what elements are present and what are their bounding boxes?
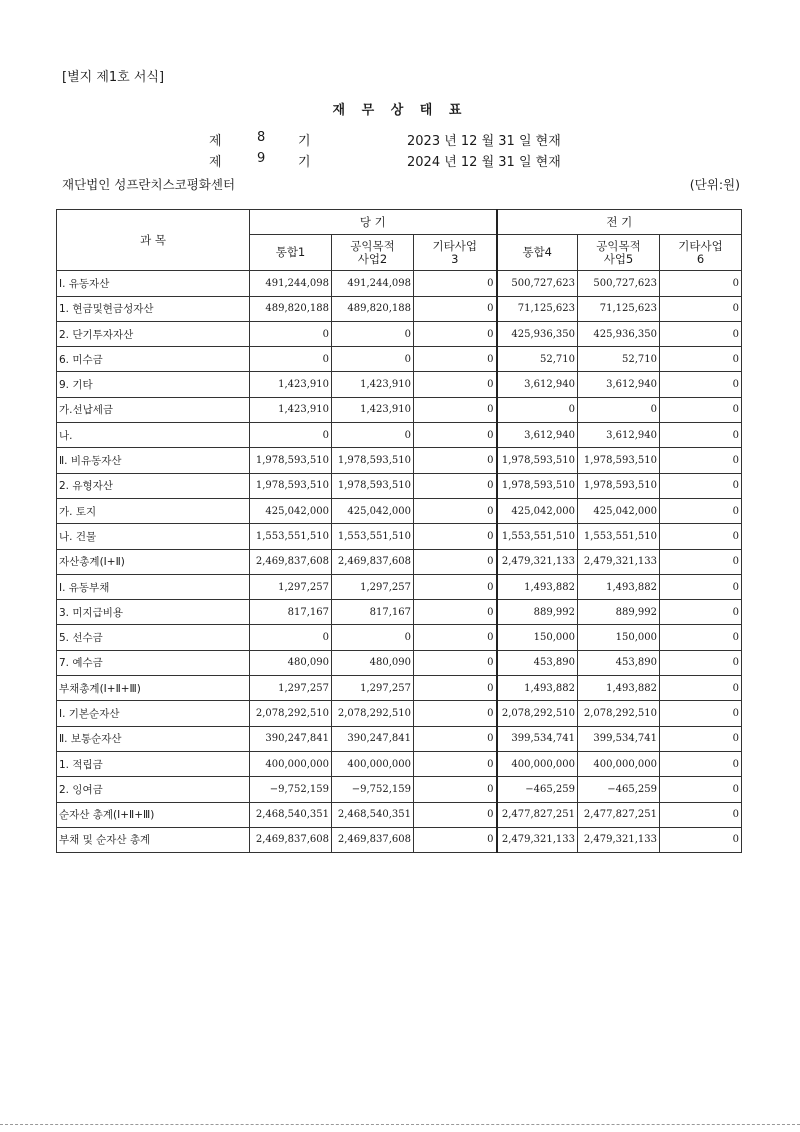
amount-cell: 0 bbox=[332, 347, 414, 372]
amount-cell: 0 bbox=[660, 625, 742, 650]
amount-cell: 0 bbox=[660, 397, 742, 422]
amount-cell: 1,978,593,510 bbox=[497, 473, 578, 498]
table-row bbox=[57, 423, 742, 448]
amount-cell: 1,423,910 bbox=[332, 372, 414, 397]
amount-cell: 0 bbox=[250, 347, 332, 372]
balance-sheet-table bbox=[56, 209, 742, 853]
amount-cell: 52,710 bbox=[497, 347, 578, 372]
table-row bbox=[57, 347, 742, 372]
amount-cell: 1,297,257 bbox=[332, 676, 414, 701]
amount-cell: 0 bbox=[414, 802, 497, 827]
amount-cell: 0 bbox=[660, 650, 742, 675]
amount-cell: 0 bbox=[414, 448, 497, 473]
account-name-cell: 가. 토지 bbox=[57, 498, 250, 523]
table-row bbox=[57, 751, 742, 776]
previous-period-header: 전 기 bbox=[497, 210, 742, 235]
table-row bbox=[57, 448, 742, 473]
amount-cell: 0 bbox=[414, 726, 497, 751]
account-name-cell: 나. 건물 bbox=[57, 524, 250, 549]
form-label: [별지 제1호 서식] bbox=[62, 70, 165, 85]
amount-cell: 1,978,593,510 bbox=[332, 473, 414, 498]
account-name-cell: 6. 미수금 bbox=[57, 347, 250, 372]
amount-cell: 889,992 bbox=[578, 600, 660, 625]
amount-cell: 817,167 bbox=[332, 600, 414, 625]
amount-cell: 0 bbox=[414, 498, 497, 523]
amount-cell: 0 bbox=[660, 372, 742, 397]
amount-cell: 2,468,540,351 bbox=[332, 802, 414, 827]
account-header: 과 목 bbox=[57, 210, 250, 271]
period-number: 8 bbox=[257, 130, 266, 145]
amount-cell: 1,978,593,510 bbox=[250, 473, 332, 498]
account-name-cell: Ⅰ. 기본순자산 bbox=[57, 701, 250, 726]
amount-cell: 2,479,321,133 bbox=[578, 549, 660, 574]
table-row bbox=[57, 549, 742, 574]
amount-cell: 0 bbox=[414, 701, 497, 726]
amount-cell: 453,890 bbox=[497, 650, 578, 675]
amount-cell: 1,553,551,510 bbox=[250, 524, 332, 549]
amount-cell: 480,090 bbox=[250, 650, 332, 675]
table-row bbox=[57, 650, 742, 675]
amount-cell: 0 bbox=[414, 574, 497, 599]
account-name-cell: 순자산 총계(Ⅰ+Ⅱ+Ⅲ) bbox=[57, 802, 250, 827]
amount-cell: 1,297,257 bbox=[250, 676, 332, 701]
table-row bbox=[57, 777, 742, 802]
table-row bbox=[57, 676, 742, 701]
amount-cell: 0 bbox=[414, 777, 497, 802]
amount-cell: 0 bbox=[414, 296, 497, 321]
period-date: 2023 년 12 월 31 일 현재 bbox=[407, 134, 561, 149]
amount-cell: 0 bbox=[660, 347, 742, 372]
page-bottom-divider bbox=[0, 1124, 800, 1125]
unit-label: (단위:원) bbox=[689, 177, 740, 192]
amount-cell: 0 bbox=[660, 574, 742, 599]
amount-cell: 489,820,188 bbox=[250, 296, 332, 321]
table-row bbox=[57, 372, 742, 397]
amount-cell: 491,244,098 bbox=[332, 271, 414, 296]
amount-cell: 425,042,000 bbox=[332, 498, 414, 523]
amount-cell: 2,078,292,510 bbox=[578, 701, 660, 726]
amount-cell: 0 bbox=[414, 751, 497, 776]
account-name-cell: 1. 적립금 bbox=[57, 751, 250, 776]
amount-cell: 1,978,593,510 bbox=[250, 448, 332, 473]
amount-cell: −9,752,159 bbox=[250, 777, 332, 802]
column-header: 통합1 bbox=[250, 235, 332, 271]
account-name-cell: 9. 기타 bbox=[57, 372, 250, 397]
amount-cell: 0 bbox=[497, 397, 578, 422]
amount-cell: 400,000,000 bbox=[250, 751, 332, 776]
amount-cell: 1,493,882 bbox=[497, 574, 578, 599]
table-row bbox=[57, 726, 742, 751]
amount-cell: 0 bbox=[660, 751, 742, 776]
amount-cell: 0 bbox=[660, 524, 742, 549]
table-row bbox=[57, 524, 742, 549]
organization-name: 재단법인 성프란치스코평화센터 bbox=[62, 177, 236, 192]
amount-cell: 1,978,593,510 bbox=[578, 473, 660, 498]
table-row bbox=[57, 600, 742, 625]
amount-cell: 0 bbox=[414, 549, 497, 574]
amount-cell: 500,727,623 bbox=[578, 271, 660, 296]
amount-cell: 2,078,292,510 bbox=[332, 701, 414, 726]
amount-cell: 0 bbox=[660, 473, 742, 498]
amount-cell: 0 bbox=[660, 448, 742, 473]
amount-cell: 0 bbox=[414, 347, 497, 372]
amount-cell: 3,612,940 bbox=[578, 372, 660, 397]
amount-cell: 2,469,837,608 bbox=[332, 827, 414, 852]
account-name-cell: 자산총계(Ⅰ+Ⅱ) bbox=[57, 549, 250, 574]
table-row bbox=[57, 397, 742, 422]
period-number: 9 bbox=[257, 151, 266, 166]
amount-cell: 0 bbox=[332, 625, 414, 650]
amount-cell: 0 bbox=[414, 650, 497, 675]
amount-cell: 2,078,292,510 bbox=[250, 701, 332, 726]
amount-cell: 2,477,827,251 bbox=[497, 802, 578, 827]
amount-cell: 52,710 bbox=[578, 347, 660, 372]
column-header: 통합4 bbox=[497, 235, 578, 271]
account-name-cell: Ⅱ. 보통순자산 bbox=[57, 726, 250, 751]
amount-cell: 0 bbox=[414, 676, 497, 701]
amount-cell: 0 bbox=[660, 498, 742, 523]
table-row bbox=[57, 802, 742, 827]
amount-cell: 400,000,000 bbox=[578, 751, 660, 776]
amount-cell: 2,469,837,608 bbox=[250, 549, 332, 574]
table-row bbox=[57, 321, 742, 346]
amount-cell: 489,820,188 bbox=[332, 296, 414, 321]
amount-cell: 1,297,257 bbox=[332, 574, 414, 599]
column-header: 공익목적 사업2 bbox=[332, 235, 414, 271]
amount-cell: 0 bbox=[414, 625, 497, 650]
account-name-cell: Ⅱ. 비유동자산 bbox=[57, 448, 250, 473]
account-name-cell: 나. bbox=[57, 423, 250, 448]
amount-cell: 0 bbox=[250, 625, 332, 650]
account-name-cell: 7. 예수금 bbox=[57, 650, 250, 675]
amount-cell: 0 bbox=[414, 827, 497, 852]
amount-cell: 1,423,910 bbox=[250, 372, 332, 397]
account-name-cell: 3. 미지급비용 bbox=[57, 600, 250, 625]
amount-cell: 0 bbox=[660, 802, 742, 827]
table-row bbox=[57, 498, 742, 523]
amount-cell: 425,042,000 bbox=[497, 498, 578, 523]
amount-cell: 0 bbox=[660, 321, 742, 346]
amount-cell: 0 bbox=[660, 549, 742, 574]
amount-cell: 425,042,000 bbox=[250, 498, 332, 523]
amount-cell: 425,042,000 bbox=[578, 498, 660, 523]
account-name-cell: 2. 잉여금 bbox=[57, 777, 250, 802]
amount-cell: 1,978,593,510 bbox=[578, 448, 660, 473]
amount-cell: 1,493,882 bbox=[578, 574, 660, 599]
amount-cell: 491,244,098 bbox=[250, 271, 332, 296]
period-je: 제 bbox=[209, 155, 222, 170]
amount-cell: 2,078,292,510 bbox=[497, 701, 578, 726]
account-name-cell: 가.선납세금 bbox=[57, 397, 250, 422]
amount-cell: 1,553,551,510 bbox=[332, 524, 414, 549]
table-row bbox=[57, 271, 742, 296]
current-period-header: 당 기 bbox=[250, 210, 497, 235]
amount-cell: 1,553,551,510 bbox=[497, 524, 578, 549]
amount-cell: 0 bbox=[578, 397, 660, 422]
column-header: 기타사업 6 bbox=[660, 235, 742, 271]
amount-cell: 2,469,837,608 bbox=[250, 827, 332, 852]
table-row bbox=[57, 701, 742, 726]
amount-cell: 1,493,882 bbox=[578, 676, 660, 701]
amount-cell: −465,259 bbox=[578, 777, 660, 802]
account-name-cell: 부채 및 순자산 총계 bbox=[57, 827, 250, 852]
account-name-cell: 1. 현금및현금성자산 bbox=[57, 296, 250, 321]
amount-cell: 71,125,623 bbox=[497, 296, 578, 321]
amount-cell: 0 bbox=[660, 676, 742, 701]
amount-cell: 2,468,540,351 bbox=[250, 802, 332, 827]
table-row bbox=[57, 296, 742, 321]
amount-cell: 390,247,841 bbox=[250, 726, 332, 751]
period-gi: 기 bbox=[298, 155, 311, 170]
table-row bbox=[57, 473, 742, 498]
amount-cell: 0 bbox=[250, 423, 332, 448]
amount-cell: 889,992 bbox=[497, 600, 578, 625]
amount-cell: 0 bbox=[660, 271, 742, 296]
amount-cell: 3,612,940 bbox=[578, 423, 660, 448]
amount-cell: 0 bbox=[414, 397, 497, 422]
amount-cell: 1,978,593,510 bbox=[497, 448, 578, 473]
amount-cell: 1,493,882 bbox=[497, 676, 578, 701]
document-title: 재 무 상 태 표 bbox=[332, 103, 468, 118]
amount-cell: 2,469,837,608 bbox=[332, 549, 414, 574]
amount-cell: 71,125,623 bbox=[578, 296, 660, 321]
amount-cell: 0 bbox=[414, 600, 497, 625]
amount-cell: 425,936,350 bbox=[497, 321, 578, 346]
table-row bbox=[57, 625, 742, 650]
amount-cell: 399,534,741 bbox=[578, 726, 660, 751]
amount-cell: 0 bbox=[660, 827, 742, 852]
amount-cell: 400,000,000 bbox=[497, 751, 578, 776]
amount-cell: 1,423,910 bbox=[332, 397, 414, 422]
period-date: 2024 년 12 월 31 일 현재 bbox=[407, 155, 561, 170]
amount-cell: 0 bbox=[660, 600, 742, 625]
amount-cell: 0 bbox=[660, 701, 742, 726]
amount-cell: 0 bbox=[332, 321, 414, 346]
amount-cell: 1,553,551,510 bbox=[578, 524, 660, 549]
period-je: 제 bbox=[209, 134, 222, 149]
amount-cell: 150,000 bbox=[578, 625, 660, 650]
amount-cell: −9,752,159 bbox=[332, 777, 414, 802]
amount-cell: 0 bbox=[660, 296, 742, 321]
amount-cell: 399,534,741 bbox=[497, 726, 578, 751]
account-name-cell: Ⅰ. 유동부채 bbox=[57, 574, 250, 599]
table-row bbox=[57, 827, 742, 852]
amount-cell: 0 bbox=[414, 423, 497, 448]
amount-cell: 0 bbox=[414, 372, 497, 397]
amount-cell: 453,890 bbox=[578, 650, 660, 675]
column-header: 공익목적 사업5 bbox=[578, 235, 660, 271]
amount-cell: 3,612,940 bbox=[497, 372, 578, 397]
amount-cell: 817,167 bbox=[250, 600, 332, 625]
amount-cell: 2,479,321,133 bbox=[578, 827, 660, 852]
account-name-cell: 부채총계(Ⅰ+Ⅱ+Ⅲ) bbox=[57, 676, 250, 701]
amount-cell: 2,477,827,251 bbox=[578, 802, 660, 827]
amount-cell: 0 bbox=[414, 271, 497, 296]
amount-cell: 390,247,841 bbox=[332, 726, 414, 751]
account-name-cell: 2. 유형자산 bbox=[57, 473, 250, 498]
account-name-cell: 2. 단기투자자산 bbox=[57, 321, 250, 346]
amount-cell: 2,479,321,133 bbox=[497, 827, 578, 852]
amount-cell: 0 bbox=[332, 423, 414, 448]
amount-cell: 0 bbox=[250, 321, 332, 346]
amount-cell: 500,727,623 bbox=[497, 271, 578, 296]
amount-cell: 0 bbox=[660, 777, 742, 802]
amount-cell: 0 bbox=[660, 726, 742, 751]
amount-cell: 2,479,321,133 bbox=[497, 549, 578, 574]
amount-cell: 0 bbox=[660, 423, 742, 448]
amount-cell: 425,936,350 bbox=[578, 321, 660, 346]
amount-cell: 400,000,000 bbox=[332, 751, 414, 776]
amount-cell: 0 bbox=[414, 321, 497, 346]
account-name-cell: 5. 선수금 bbox=[57, 625, 250, 650]
amount-cell: 480,090 bbox=[332, 650, 414, 675]
amount-cell: 0 bbox=[414, 524, 497, 549]
amount-cell: 1,423,910 bbox=[250, 397, 332, 422]
amount-cell: 3,612,940 bbox=[497, 423, 578, 448]
period-gi: 기 bbox=[298, 134, 311, 149]
amount-cell: 1,978,593,510 bbox=[332, 448, 414, 473]
amount-cell: 1,297,257 bbox=[250, 574, 332, 599]
amount-cell: 0 bbox=[414, 473, 497, 498]
amount-cell: 150,000 bbox=[497, 625, 578, 650]
account-name-cell: Ⅰ. 유동자산 bbox=[57, 271, 250, 296]
column-header: 기타사업 3 bbox=[414, 235, 497, 271]
table-row bbox=[57, 574, 742, 599]
amount-cell: −465,259 bbox=[497, 777, 578, 802]
